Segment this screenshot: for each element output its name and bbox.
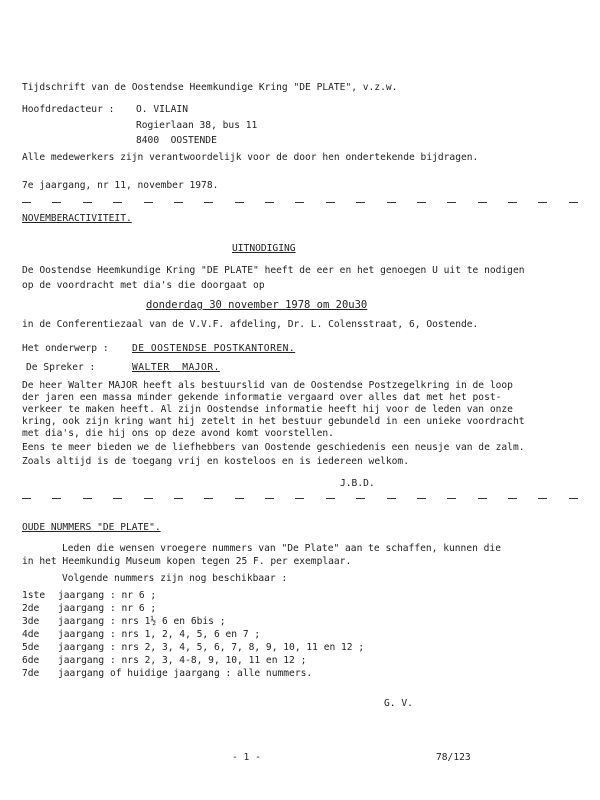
editor-name: O. VILAIN	[136, 104, 188, 115]
list-item-text: jaargang : nrs 1½ 6 en 6bis ;	[58, 616, 226, 627]
list-item-year: 1ste	[22, 590, 46, 601]
section-title-old-issues: OUDE NUMMERS "DE PLATE".	[22, 522, 161, 533]
editor-street: Rogierlaan 38, bus 11	[136, 120, 258, 131]
event-date: donderdag 30 november 1978 om 20u30	[146, 299, 368, 311]
signature-gv: G. V.	[384, 698, 413, 709]
body-line: kring, ook zijn kring want hij zetelt in het bestuur gebundeld in een unieke voordracht	[22, 416, 525, 427]
list-item-text: jaargang : nrs 1, 2, 4, 5, 6 en 7 ;	[58, 629, 261, 640]
body-line: Zoals altijd is de toegang vrij en kosteloos en is iedereen welkom.	[22, 456, 409, 467]
list-item-year: 6de	[22, 655, 40, 666]
old-issues-intro-2: in het Heemkundig Museum kopen tegen 25 F. per exemplaar.	[22, 556, 352, 567]
separator-2	[22, 498, 578, 499]
body-line: der jaren een massa minder gekende informatie vergaard over alles dat met het post-	[22, 392, 502, 403]
available-intro: Volgende nummers zijn nog beschikbaar :	[62, 573, 288, 584]
subject-value: DE OOSTENDSE POSTKANTOREN.	[132, 343, 296, 354]
list-item-text: jaargang of huidige jaargang : alle nummers.	[58, 668, 313, 679]
disclaimer: Alle medewerkers zijn verantwoordelijk voor de door hen ondertekende bijdragen.	[22, 152, 479, 163]
signature-jbd: J.B.D.	[340, 478, 375, 489]
list-item-text: jaargang : nrs 2, 3, 4-8, 9, 10, 11 en 12 ;	[58, 655, 307, 666]
issue-line: 7e jaargang, nr 11, november 1978.	[22, 180, 219, 191]
section-title-november: NOVEMBERACTIVITEIT.	[22, 213, 132, 224]
list-item-year: 3de	[22, 616, 40, 627]
speaker-label: De Spreker :	[26, 362, 96, 373]
body-line: met dia's, die hij ons op deze avond komt voorstellen.	[22, 428, 334, 439]
body-line: verkeer te maken heeft. Al zijn Oostendse informatie heeft hij voor de leden van onze	[22, 404, 513, 415]
venue-line: in de Conferentiezaal van de V.V.F. afdeling, Dr. L. Colensstraat, 6, Oostende.	[22, 319, 479, 330]
list-item-text: jaargang : nrs 2, 3, 4, 5, 6, 7, 8, 9, 10, 11 en 12 ;	[58, 642, 365, 653]
list-item-year: 7de	[22, 668, 40, 679]
publication-title: Tijdschrift van de Oostendse Heemkundige Kring "DE PLATE", v.z.w.	[22, 82, 398, 93]
list-item-text: jaargang : nr 6 ;	[58, 603, 157, 614]
speaker-value: WALTER MAJOR.	[132, 362, 220, 373]
editor-label: Hoofdredacteur :	[22, 104, 115, 115]
editor-city: 8400 OOSTENDE	[136, 135, 217, 146]
list-item-year: 4de	[22, 629, 40, 640]
old-issues-intro-1: Leden die wensen vroegere nummers van "De Plate" aan te schaffen, kunnen die	[62, 543, 501, 554]
list-item-year: 5de	[22, 642, 40, 653]
body-line: Eens te meer bieden we de liefhebbers van Oostende geschiedenis een neusje van de zalm.	[22, 442, 525, 453]
document-reference: 78/123	[436, 752, 471, 763]
list-item-text: jaargang : nr 6 ;	[58, 590, 157, 601]
page-number: - 1 -	[232, 752, 261, 763]
invitation-title: UITNODIGING	[232, 243, 296, 254]
separator-1	[22, 202, 578, 203]
subject-label: Het onderwerp :	[22, 343, 109, 354]
intro-line-2: op de voordracht met dia's die doorgaat op	[22, 280, 265, 291]
body-line: De heer Walter MAJOR heeft als bestuurslid van de Oostendse Postzegelkring in de loop	[22, 380, 513, 391]
list-item-year: 2de	[22, 603, 40, 614]
intro-line-1: De Oostendse Heemkundige Kring "DE PLATE" heeft de eer en het genoegen U uit te nodigen	[22, 265, 525, 276]
